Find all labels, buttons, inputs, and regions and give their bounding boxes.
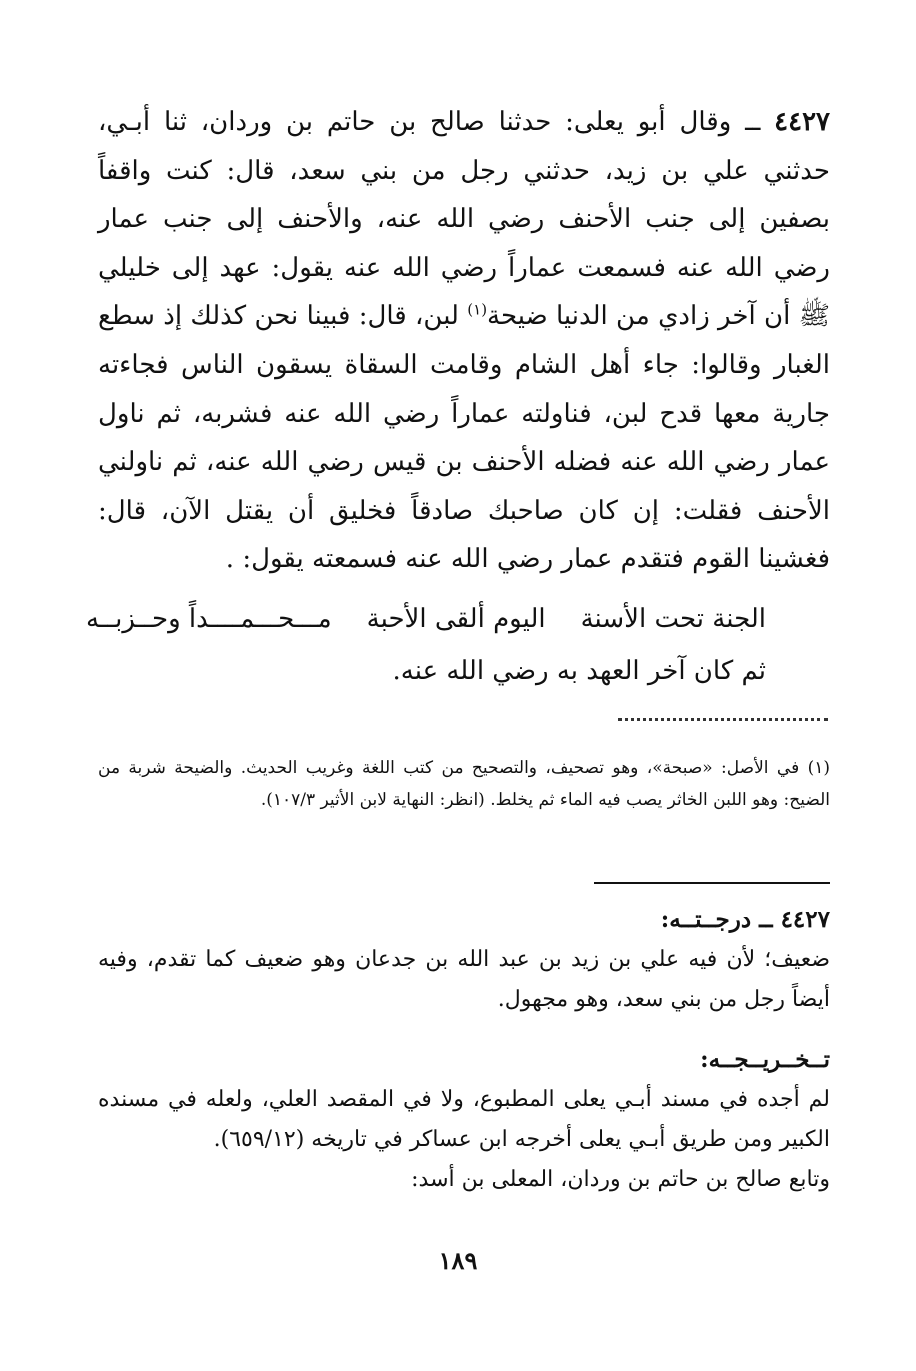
hadith-text-part-2: لبن، قال: فبينا نحن كذلك إذ سطع الغبار وقالوا: جاء أهل الشام وقامت السقاة يسقون الناس فجاءته جارية معها قدح لبن، فناولته عماراً رضي الله عنه فشربه، ثم ناول عمار رضي الله عنه فضله الأحنف بن قيس رضي الله عنه، ثم ناولني الأحنف فقلت: إن كان صاحبك صادقاً فخليق أن يقتل الآن، قال: فغشينا القوم فتقدم عمار رضي الله عنه فسمعته يقول: . [98,301,830,575]
verse-part-3: مـــحـــمــــداً وحــزبــه [86,604,332,634]
footnote-text: في الأصل: «صبحة»، وهو تصحيف، والتصحيح من كتب اللغة وغريب الحديث. والضيحة شربة من الضيح: وهو اللبن الخاثر يصب فيه الماء ثم يخلط. (انظر: النهاية لابن الأثير ١٠٧/٣). [98,758,830,810]
after-verse-line: ثم كان آخر العهد به رضي الله عنه. [392,656,766,686]
footnote-reference: (١) [467,300,488,319]
hadith-paragraph [98,98,830,584]
hadith-text [98,98,830,584]
footnote [98,752,830,816]
footnote-marker: (١) [807,758,831,778]
section-divider [594,882,830,884]
takhrij-text-1: لم أجده في مسند أبـي يعلى المطبوع، ولا في المقصد العلي، ولعله في مسنده الكبير ومن طريق أبـي يعلى أخرجه ابن عساكر في تاريخه (٦٥٩/١٢). [98,1087,830,1152]
takhrij-section [98,1040,830,1200]
takhrij-heading: تــخــريــجــه: [700,1046,830,1073]
verse-part-1: الجنة تحت الأسنة [580,604,766,634]
hadith-text-part-1: وقال أبو يعلى: حدثنا صالح بن حاتم بن وردان، ثنا أبـي، حدثني علي بن زيد، حدثني رجل من بني سعد، قال: كنت واقفاً بصفين إلى جنب الأحنف رضي الله عنه، والأحنف إلى جنب عمار رضي الله عنه فسمعت عماراً رضي الله عنه يقول: عهد إلى خليلي ﷺ أن آخر زادي من الدنيا ضيحة [98,107,830,332]
grading-section [98,900,830,1020]
hadith-number: ٤٤٢٧ [774,107,831,137]
verse-part-2: اليوم ألقى الأحبة [366,604,546,634]
takhrij-text-2: وتابع صالح بن حاتم بن وردان، المعلى بن أسد: [411,1167,830,1192]
grading-text: ضعيف؛ لأن فيه علي بن زيد بن عبد الله بن جدعان وهو ضعيف كما تقدم، وفيه أيضاً رجل من بني سعد، وهو مجهول. [98,947,830,1012]
page-number: ١٨٩ [438,1246,478,1275]
grading-heading: ٤٤٢٧ ــ درجــتــه: [660,906,830,933]
poetry-verse [86,604,766,634]
dash: ــ [745,107,761,137]
footnote-separator [618,718,828,721]
